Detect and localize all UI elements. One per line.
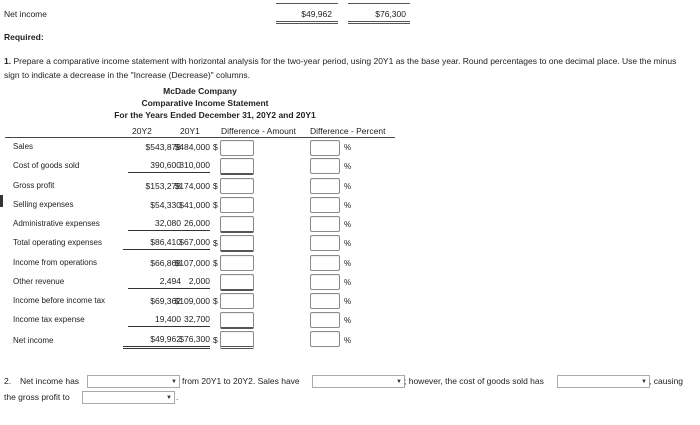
- income-before-tax-20y1: $109,000: [174, 296, 210, 306]
- rule: [276, 21, 338, 22]
- percent-sign: %: [344, 201, 352, 210]
- gross-profit-change-select[interactable]: [82, 391, 175, 404]
- row-label-administrative-expenses: Administrative expenses: [13, 219, 100, 228]
- cogs-20y2: 390,600: [128, 160, 181, 173]
- total-operating-expenses-20y1: $67,000: [156, 237, 210, 250]
- row-label-selling-expenses: Selling expenses: [13, 200, 74, 209]
- percent-sign: %: [344, 336, 352, 345]
- net-income-20y1: $76,300: [156, 334, 210, 349]
- top-net-income-label: Net income: [4, 9, 47, 19]
- other-revenue-diff-amount-input[interactable]: [220, 274, 254, 291]
- selling-expenses-20y1: $41,000: [179, 200, 210, 210]
- gross-profit-20y1: $174,000: [174, 181, 210, 191]
- col-20y2: 20Y2: [132, 126, 152, 136]
- selling-expenses-diff-percent-input[interactable]: [310, 197, 340, 213]
- question-2-text-a: Net income has: [20, 376, 80, 386]
- percent-sign: %: [344, 220, 352, 229]
- question-1-number: 1.: [4, 56, 12, 66]
- percent-sign: %: [344, 239, 352, 248]
- other-revenue-20y1: 2,000: [171, 276, 210, 289]
- percent-sign: %: [344, 297, 352, 306]
- gross-profit-diff-percent-input[interactable]: [310, 178, 340, 194]
- net-income-diff-percent-input[interactable]: [310, 331, 340, 347]
- rule: [276, 3, 338, 4]
- required-heading: Required:: [4, 32, 44, 42]
- dollar-sign: $: [213, 142, 218, 152]
- row-label-income-tax-expense: Income tax expense: [13, 315, 85, 324]
- row-label-sales: Sales: [13, 142, 34, 151]
- sales-diff-percent-input[interactable]: [310, 140, 340, 156]
- question-1: [4, 54, 694, 82]
- gross-profit-diff-amount-input[interactable]: [220, 178, 254, 194]
- dollar-sign: $: [213, 258, 218, 268]
- question-2-text-f: .: [176, 392, 179, 402]
- income-tax-expense-20y2: 19,400: [128, 314, 181, 327]
- dollar-sign: $: [213, 296, 218, 306]
- percent-sign: %: [344, 316, 352, 325]
- admin-expenses-diff-amount-input[interactable]: [220, 216, 254, 233]
- sales-change-select[interactable]: [312, 375, 405, 388]
- question-1-text: Prepare a comparative income statement with horizontal analysis for the two-year period, using 20Y1 as the base year. Round percentages to one decimal place. Use the minus sign to indicate a decrease in the "Increase (Decrease)" columns.: [4, 56, 677, 80]
- row-label-other-revenue: Other revenue: [13, 277, 65, 286]
- income-before-tax-diff-amount-input[interactable]: [220, 293, 254, 309]
- question-2-text-e: the gross profit to: [4, 392, 70, 402]
- net-income-20y2: $49,962: [123, 334, 181, 349]
- statement-title: Comparative Income Statement: [141, 98, 269, 108]
- income-tax-expense-diff-amount-input[interactable]: [220, 312, 254, 329]
- focus-indicator: [0, 195, 3, 207]
- table-header-rule: [5, 137, 395, 138]
- sales-diff-amount-input[interactable]: [220, 140, 254, 156]
- col-diff-amount: Difference - Amount: [221, 126, 296, 136]
- row-label-net-income: Net income: [13, 336, 54, 345]
- cogs-20y1: 310,000: [171, 160, 210, 173]
- total-operating-expenses-diff-percent-input[interactable]: [310, 235, 340, 251]
- row-label-income-from-operations: Income from operations: [13, 258, 98, 267]
- income-from-operations-20y2: $66,868: [150, 258, 181, 268]
- percent-sign: %: [344, 259, 352, 268]
- admin-expenses-20y2: 32,080: [128, 218, 181, 231]
- question-2-text-c: ; however, the cost of goods sold has: [404, 376, 544, 386]
- row-label-income-before-tax: Income before income tax: [13, 296, 106, 305]
- selling-expenses-20y2: $54,330: [150, 200, 181, 210]
- total-operating-expenses-diff-amount-input[interactable]: [220, 235, 254, 252]
- row-label-gross-profit: Gross profit: [13, 181, 55, 190]
- income-tax-expense-diff-percent-input[interactable]: [310, 312, 340, 328]
- top-net-income-20y2: $49,962: [301, 9, 332, 19]
- chevron-down-icon: ▼: [166, 394, 172, 401]
- selling-expenses-diff-amount-input[interactable]: [220, 197, 254, 213]
- percent-sign: %: [344, 162, 352, 171]
- dollar-sign: $: [213, 181, 218, 191]
- percent-sign: %: [344, 182, 352, 191]
- other-revenue-20y2: 2,494: [128, 276, 181, 289]
- percent-sign: %: [344, 278, 352, 287]
- income-tax-expense-20y1: 32,700: [171, 314, 210, 327]
- income-from-operations-diff-percent-input[interactable]: [310, 255, 340, 271]
- sales-20y1: $484,000: [174, 142, 210, 152]
- admin-expenses-diff-percent-input[interactable]: [310, 216, 340, 232]
- rule: [348, 21, 410, 22]
- income-from-operations-diff-amount-input[interactable]: [220, 255, 254, 271]
- admin-expenses-20y1: 26,000: [171, 218, 210, 231]
- gross-profit-20y2: $153,278: [145, 181, 181, 191]
- net-income-diff-amount-input[interactable]: [220, 331, 254, 349]
- chevron-down-icon: ▼: [171, 378, 177, 385]
- row-label-cogs: Cost of goods sold: [13, 161, 80, 170]
- other-revenue-diff-percent-input[interactable]: [310, 274, 340, 290]
- col-diff-percent: Difference - Percent: [310, 126, 386, 136]
- question-2-text-d: , causing: [649, 376, 684, 386]
- question-2-number: 2.: [4, 376, 12, 386]
- dollar-sign: $: [213, 335, 218, 345]
- income-before-tax-20y2: $69,362: [150, 296, 181, 306]
- income-from-operations-20y1: $107,000: [174, 258, 210, 268]
- total-operating-expenses-20y2: $86,410: [123, 237, 181, 250]
- company-name: McDade Company: [163, 86, 237, 96]
- rule: [348, 23, 410, 24]
- question-2-text-b: from 20Y1 to 20Y2. Sales have: [182, 376, 300, 386]
- rule: [276, 23, 338, 24]
- chevron-down-icon: ▼: [641, 378, 647, 385]
- row-label-total-operating-expenses: Total operating expenses: [13, 238, 102, 247]
- top-net-income-20y1: $76,300: [375, 9, 406, 19]
- cogs-change-select[interactable]: [557, 375, 650, 388]
- statement-period: For the Years Ended December 31, 20Y2 and 20Y1: [114, 110, 316, 120]
- percent-sign: %: [344, 143, 352, 152]
- income-before-tax-diff-percent-input[interactable]: [310, 293, 340, 309]
- col-20y1: 20Y1: [180, 126, 200, 136]
- dollar-sign: $: [213, 200, 218, 210]
- net-income-change-select[interactable]: [87, 375, 180, 388]
- sales-20y2: $543,878: [145, 142, 181, 152]
- dollar-sign: $: [213, 238, 218, 248]
- rule: [348, 3, 410, 4]
- cogs-diff-percent-input[interactable]: [310, 158, 340, 174]
- cogs-diff-amount-input[interactable]: [220, 158, 254, 175]
- chevron-down-icon: ▼: [396, 378, 402, 385]
